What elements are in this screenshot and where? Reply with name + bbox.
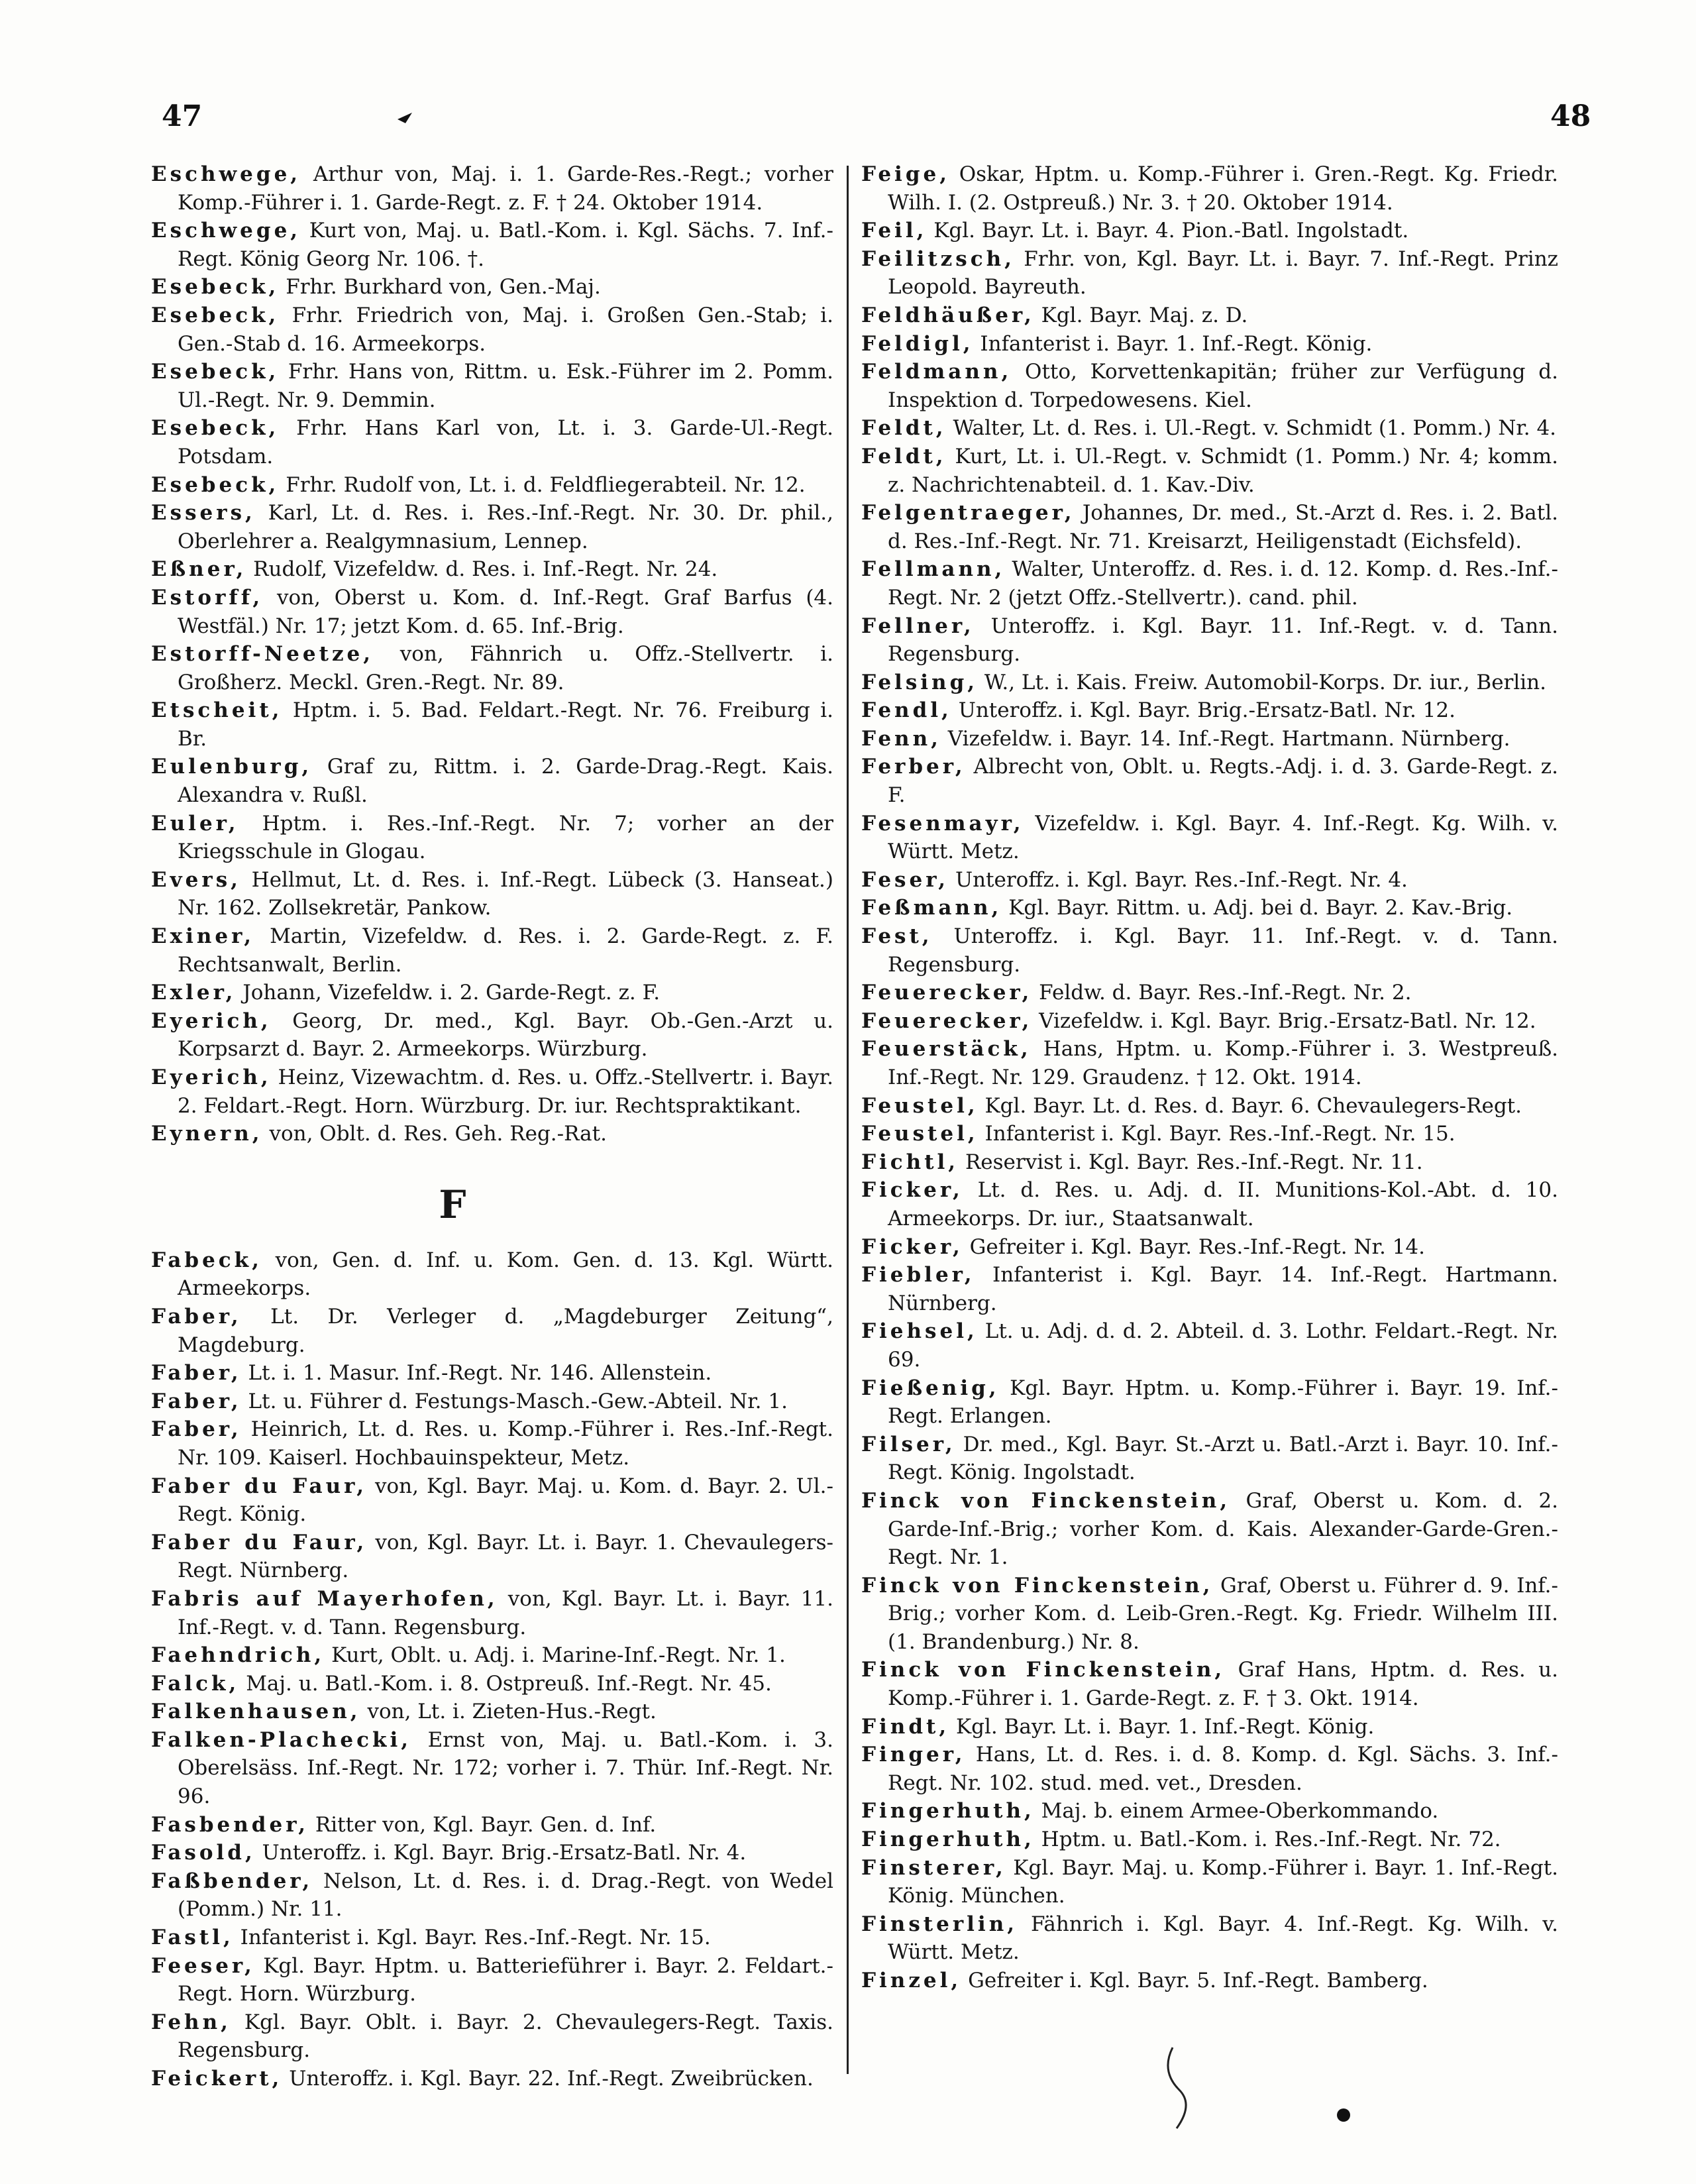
entry-details: Lt. d. Res. u. Adj. d. II. Munitions-Kol.-Abt. d. 10. Armeekorps. Dr. iur., Staatsanwalt.	[888, 1178, 1558, 1230]
entry-details: Hans, Lt. d. Res. i. d. 8. Komp. d. Kgl. Sächs. 3. Inf.-Regt. Nr. 102. stud. med. vet., Dresden.	[888, 1743, 1558, 1795]
entry-details: Infanterist i. Kgl. Bayr. Res.-Inf.-Regt. Nr. 15.	[240, 1926, 711, 1950]
entry-surname: Ferber,	[861, 755, 966, 779]
directory-entry	[861, 1374, 1558, 1431]
entry-details: von, Gen. d. Inf. u. Kom. Gen. d. 13. Kgl. Württ. Armeekorps.	[178, 1248, 834, 1301]
entry-surname: Feuerecker,	[861, 1009, 1033, 1033]
entry-details: Unteroffz. i. Kgl. Bayr. Brig.-Ersatz-Batl. Nr. 12.	[958, 698, 1456, 723]
directory-entry	[861, 160, 1558, 217]
entry-details: Kgl. Bayr. Hptm. u. Komp.-Führer i. Bayr. 19. Inf.-Regt. Erlangen.	[888, 1376, 1558, 1429]
entry-surname: Fabris auf Mayerhofen,	[151, 1586, 498, 1611]
directory-entry	[861, 1713, 1558, 1741]
directory-entry	[151, 358, 833, 414]
entry-surname: Fest,	[861, 924, 933, 949]
entry-surname: Fastl,	[151, 1926, 234, 1950]
entry-surname: Feuerstäck,	[861, 1037, 1032, 1062]
directory-entry	[861, 1572, 1558, 1657]
directory-entry	[151, 1698, 833, 1726]
entry-details: Unteroffz. i. Kgl. Bayr. 22. Inf.-Regt. Zweibrücken.	[289, 2067, 814, 2091]
pen-mark-top	[398, 113, 412, 123]
entry-surname: Felgentraeger,	[861, 501, 1075, 525]
entry-surname: Fabeck,	[151, 1248, 262, 1272]
directory-entry	[861, 810, 1558, 866]
entry-details: von, Fähnrich u. Offz.-Stellvertr. i. Großherz. Meckl. Gren.-Regt. Nr. 89.	[178, 642, 834, 694]
entry-surname: Fasbender,	[151, 1812, 309, 1837]
entry-details: Gefreiter i. Kgl. Bayr. 5. Inf.-Regt. Bamberg.	[968, 1969, 1428, 1993]
entry-details: Heinrich, Lt. d. Res. u. Komp.-Führer i. Res.-Inf.-Regt. Nr. 109. Kaiserl. Hochbauinspekteur, Metz.	[178, 1417, 833, 1470]
entry-details: Graf zu, Rittm. i. 2. Garde-Drag.-Regt. Kais. Alexandra v. Rußl.	[178, 755, 833, 808]
entry-surname: Feldhäußer,	[861, 303, 1035, 327]
entry-details: Johannes, Dr. med., St.-Arzt d. Res. i. 2. Batl. d. Res.-Inf.-Regt. Nr. 71. Kreisarzt, Heiligenstadt (Eichsfeld).	[888, 501, 1558, 553]
directory-entry	[151, 1007, 833, 1064]
directory-entry	[861, 217, 1558, 245]
directory-entry	[151, 1472, 833, 1529]
entry-details: Walter, Lt. d. Res. i. Ul.-Regt. v. Schmidt (1. Pomm.) Nr. 4.	[953, 416, 1557, 441]
entry-surname: Eyerich,	[151, 1009, 272, 1033]
directory-entry	[861, 1317, 1558, 1374]
entry-details: von, Kgl. Bayr. Lt. i. Bayr. 11. Inf.-Regt. v. d. Tann. Regensburg.	[178, 1586, 833, 1639]
directory-entry	[861, 1261, 1558, 1317]
entry-details: Kurt, Lt. i. Ul.-Regt. v. Schmidt (1. Pomm.) Nr. 4; komm. z. Nachrichtenabteil. d. 1. Kav.-Div.	[888, 444, 1558, 497]
left-column	[151, 160, 833, 2093]
directory-entry	[151, 1120, 833, 1148]
entry-details: Graf, Oberst u. Führer d. 9. Inf.-Brig.; vorher Kom. d. Leib-Gren.-Regt. Kg. Friedr. Wilhelm III. (1. Brandenburg.) Nr. 8.	[888, 1573, 1558, 1654]
entry-surname: Feilitzsch,	[861, 246, 1015, 271]
entry-details: Infanterist i. Bayr. 1. Inf.-Regt. König.	[980, 331, 1373, 356]
directory-entry	[151, 1952, 833, 2008]
entry-surname: Esebeck,	[151, 472, 280, 497]
entry-surname: Feßmann,	[861, 896, 1002, 920]
entry-surname: Finsterlin,	[861, 1912, 1018, 1936]
entry-details: Frhr. Hans Karl von, Lt. i. 3. Garde-Ul.-Regt. Potsdam.	[178, 416, 834, 468]
directory-entry	[151, 753, 833, 809]
directory-entry	[151, 414, 833, 470]
directory-entry	[151, 866, 833, 922]
directory-entry	[861, 499, 1558, 555]
entry-surname: Ficker,	[861, 1234, 963, 1259]
entry-surname: Feickert,	[151, 2067, 283, 2091]
entry-details: Gefreiter i. Kgl. Bayr. Res.-Inf.-Regt. Nr. 14.	[969, 1234, 1425, 1259]
directory-entry	[151, 1415, 833, 1472]
directory-entry	[151, 555, 833, 584]
entry-details: Feldw. d. Bayr. Res.-Inf.-Regt. Nr. 2.	[1039, 981, 1412, 1005]
entry-details: Unteroffz. i. Kgl. Bayr. 11. Inf.-Regt. v. d. Tann. Regensburg.	[888, 924, 1558, 977]
directory-entry	[151, 1839, 833, 1867]
entry-details: Infanterist i. Kgl. Bayr. Res.-Inf.-Regt. Nr. 15.	[984, 1122, 1456, 1146]
entry-details: Oskar, Hptm. u. Komp.-Führer i. Gren.-Regt. Kg. Friedr. Wilh. I. (2. Ostpreuß.) Nr. 3. † 20. Oktober 1914.	[888, 162, 1558, 215]
entry-surname: Fiebler,	[861, 1263, 975, 1287]
entry-details: Unteroffz. i. Kgl. Bayr. 11. Inf.-Regt. v. d. Tann. Regensburg.	[888, 614, 1558, 667]
entry-details: Lt. u. Adj. d. d. 2. Abteil. d. 3. Lothr. Feldart.-Regt. Nr. 69.	[888, 1319, 1558, 1372]
directory-entry	[151, 1585, 833, 1641]
entry-details: Karl, Lt. d. Res. i. Res.-Inf.-Regt. Nr. 30. Dr. phil., Oberlehrer a. Realgymnasium, Lennep.	[178, 501, 833, 553]
entry-surname: Faber du Faur,	[151, 1474, 367, 1498]
entry-details: Vizefeldw. i. Kgl. Bayr. 4. Inf.-Regt. Kg. Wilh. v. Württ. Metz.	[888, 811, 1558, 864]
left-entries-e	[151, 160, 833, 1148]
entry-surname: Estorff-Neetze,	[151, 642, 374, 667]
entry-surname: Fingerhuth,	[861, 1828, 1035, 1852]
pen-mark-handwritten	[1168, 2048, 1186, 2128]
entry-surname: Exler,	[151, 981, 237, 1005]
entry-surname: Eßner,	[151, 557, 247, 582]
entry-surname: Falkenhausen,	[151, 1700, 361, 1724]
entry-surname: Feldt,	[861, 444, 947, 468]
entry-details: Heinz, Vizewachtm. d. Res. u. Offz.-Stellvertr. i. Bayr. 2. Feldart.-Regt. Horn. Würzburg. Dr. iur. Rechtspraktikant.	[178, 1065, 833, 1118]
entry-surname: Faber du Faur,	[151, 1530, 368, 1555]
entry-surname: Esebeck,	[151, 303, 280, 327]
entry-details: Kgl. Bayr. Lt. i. Bayr. 4. Pion.-Batl. Ingolstadt.	[933, 219, 1409, 243]
entry-details: Georg, Dr. med., Kgl. Bayr. Ob.-Gen.-Arzt u. Korpsarzt d. Bayr. 2. Armeekorps. Würzburg.	[178, 1009, 834, 1062]
directory-entry	[861, 1233, 1558, 1262]
entry-surname: Eschwege,	[151, 219, 301, 243]
entry-details: Hptm. i. 5. Bad. Feldart.-Regt. Nr. 76. Freiburg i. Br.	[178, 698, 834, 751]
entry-surname: Fehn,	[151, 2010, 231, 2034]
entry-details: Maj. u. Batl.-Kom. i. 8. Ostpreuß. Inf.-Regt. Nr. 45.	[246, 1671, 772, 1696]
directory-entry	[861, 1967, 1558, 1995]
directory-entry	[151, 2008, 833, 2065]
directory-entry	[151, 1529, 833, 1585]
entry-surname: Filser,	[861, 1432, 956, 1456]
directory-entry	[861, 979, 1558, 1007]
directory-entry	[861, 414, 1558, 443]
directory-entry	[151, 2065, 833, 2093]
entry-surname: Feustel,	[861, 1093, 979, 1118]
directory-entry	[861, 753, 1558, 809]
directory-entry	[861, 1120, 1558, 1148]
entry-surname: Etscheit,	[151, 698, 283, 723]
entry-surname: Eulenburg,	[151, 755, 313, 779]
left-page-number: 47	[162, 99, 203, 133]
directory-entry	[861, 866, 1558, 895]
entry-details: von, Kgl. Bayr. Lt. i. Bayr. 1. Chevaulegers-Regt. Nürnberg.	[178, 1530, 833, 1583]
entry-details: Fähnrich i. Kgl. Bayr. 4. Inf.-Regt. Kg. Wilh. v. Württ. Metz.	[888, 1912, 1558, 1965]
entry-details: Dr. med., Kgl. Bayr. St.-Arzt u. Batl.-Arzt i. Bayr. 10. Inf.-Regt. König. Ingolstadt.	[888, 1432, 1558, 1485]
entry-surname: Esebeck,	[151, 416, 280, 441]
directory-entry	[861, 555, 1558, 612]
directory-entry	[151, 1811, 833, 1839]
entry-surname: Essers,	[151, 501, 256, 525]
directory-entry	[151, 301, 833, 358]
entry-surname: Feldmann,	[861, 360, 1012, 384]
entry-details: Maj. b. einem Armee-Oberkommando.	[1041, 1799, 1439, 1824]
directory-entry	[861, 301, 1558, 330]
entry-details: W., Lt. i. Kais. Freiw. Automobil-Korps. Dr. iur., Berlin.	[984, 670, 1547, 694]
directory-entry	[861, 245, 1558, 301]
directory-entry	[151, 1641, 833, 1670]
entry-surname: Finger,	[861, 1743, 966, 1767]
entry-details: Lt. i. 1. Masur. Inf.-Regt. Nr. 146. Allenstein.	[248, 1361, 712, 1386]
directory-entry	[151, 640, 833, 696]
entry-details: Nelson, Lt. d. Res. i. d. Drag.-Regt. von Wedel (Pomm.) Nr. 11.	[178, 1869, 833, 1922]
entry-surname: Findt,	[861, 1714, 950, 1739]
entry-details: Hans, Hptm. u. Komp.-Führer i. 3. Westpreuß. Inf.-Regt. Nr. 129. Graudenz. † 12. Okt. 1914.	[888, 1037, 1559, 1089]
directory-entry	[861, 1854, 1558, 1910]
left-entries-f	[151, 1246, 833, 2093]
entry-details: Kgl. Bayr. Hptm. u. Batterieführer i. Bayr. 2. Feldart.-Regt. Horn. Würzburg.	[178, 1953, 834, 2006]
entry-surname: Faber,	[151, 1389, 242, 1413]
entry-surname: Falken-Plachecki,	[151, 1727, 412, 1752]
entry-surname: Faber,	[151, 1417, 242, 1442]
entry-details: Ritter von, Kgl. Bayr. Gen. d. Inf.	[315, 1812, 657, 1837]
entry-surname: Esebeck,	[151, 275, 280, 300]
directory-entry	[151, 1246, 833, 1303]
entry-details: Lt. Dr. Verleger d. „Magdeburger Zeitung“, Magdeburg.	[178, 1304, 834, 1357]
entry-surname: Fellmann,	[861, 557, 1006, 582]
entry-surname: Faber,	[151, 1304, 242, 1329]
directory-entry	[151, 273, 833, 301]
entry-details: Vizefeldw. i. Bayr. 14. Inf.-Regt. Hartmann. Nürnberg.	[947, 726, 1510, 751]
directory-entry	[151, 979, 833, 1007]
directory-entry	[861, 1487, 1558, 1572]
directory-entry	[861, 1092, 1558, 1120]
directory-entry	[151, 1867, 833, 1924]
entry-surname: Fesenmayr,	[861, 811, 1024, 836]
entry-details: Otto, Korvettenkapitän; früher zur Verfügung d. Inspektion d. Torpedowesens. Kiel.	[888, 360, 1558, 412]
entry-surname: Fichtl,	[861, 1150, 959, 1174]
entry-surname: Eyerich,	[151, 1065, 272, 1089]
entry-details: Infanterist i. Kgl. Bayr. 14. Inf.-Regt. Hartmann. Nürnberg.	[888, 1263, 1559, 1315]
entry-details: von, Lt. i. Zieten-Hus.-Regt.	[367, 1700, 657, 1724]
entry-surname: Faber,	[151, 1361, 242, 1386]
directory-entry	[861, 1797, 1558, 1826]
entry-details: Johann, Vizefeldw. i. 2. Garde-Regt. z. F.	[242, 981, 661, 1005]
entry-surname: Euler,	[151, 811, 239, 836]
directory-entry	[861, 725, 1558, 753]
entry-surname: Esebeck,	[151, 360, 280, 384]
directory-entry	[861, 1910, 1558, 1967]
entry-surname: Feil,	[861, 219, 928, 243]
directory-entry	[861, 669, 1558, 697]
entry-surname: Fendl,	[861, 698, 952, 723]
section-letter-f: F	[439, 1181, 466, 1227]
entry-details: Rudolf, Vizefeldw. d. Res. i. Inf.-Regt. Nr. 24.	[253, 557, 718, 582]
entry-details: von, Kgl. Bayr. Maj. u. Kom. d. Bayr. 2. Ul.-Regt. König.	[178, 1474, 833, 1527]
entry-surname: Exiner,	[151, 924, 255, 949]
entry-surname: Feige,	[861, 162, 951, 186]
directory-entry	[151, 810, 833, 866]
directory-entry	[861, 612, 1558, 669]
directory-entry	[151, 1064, 833, 1120]
directory-entry	[151, 499, 833, 555]
entry-surname: Eschwege,	[151, 162, 301, 186]
entry-details: Reservist i. Kgl. Bayr. Res.-Inf.-Regt. Nr. 11.	[965, 1150, 1423, 1174]
entry-details: Vizefeldw. i. Kgl. Bayr. Brig.-Ersatz-Batl. Nr. 12.	[1039, 1009, 1536, 1033]
entry-surname: Eynern,	[151, 1122, 263, 1146]
directory-entry	[151, 1726, 833, 1811]
directory-entry	[861, 330, 1558, 358]
entry-details: Hellmut, Lt. d. Res. i. Inf.-Regt. Lübeck (3. Hanseat.) Nr. 162. Zollsekretär, Pankow.	[178, 867, 833, 920]
entry-details: Kgl. Bayr. Oblt. i. Bayr. 2. Chevaulegers-Regt. Taxis. Regensburg.	[178, 2010, 833, 2063]
entry-details: Frhr. Burkhard von, Gen.-Maj.	[286, 275, 601, 300]
entry-details: Kgl. Bayr. Maj. u. Komp.-Führer i. Bayr. 1. Inf.-Regt. König. München.	[888, 1855, 1559, 1908]
directory-entry	[861, 1656, 1558, 1712]
entry-details: Frhr. Hans von, Rittm. u. Esk.-Führer im 2. Pomm. Ul.-Regt. Nr. 9. Demmin.	[178, 360, 834, 412]
entry-surname: Feustel,	[861, 1122, 979, 1146]
ink-blot	[1337, 2108, 1350, 2122]
entry-details: Kgl. Bayr. Lt. i. Bayr. 1. Inf.-Regt. König.	[955, 1714, 1375, 1739]
directory-entry	[861, 922, 1558, 979]
directory-entry	[151, 160, 833, 217]
directory-entry	[861, 1035, 1558, 1091]
entry-surname: Faßbender,	[151, 1869, 313, 1893]
entry-details: Kgl. Bayr. Rittm. u. Adj. bei d. Bayr. 2. Kav.-Brig.	[1008, 896, 1513, 920]
right-column	[861, 160, 1558, 1995]
directory-entry	[861, 1826, 1558, 1854]
directory-entry	[861, 443, 1558, 499]
entry-details: Kurt, Oblt. u. Adj. i. Marine-Inf.-Regt. Nr. 1.	[331, 1643, 786, 1668]
entry-surname: Feuerecker,	[861, 981, 1033, 1005]
entry-surname: Falck,	[151, 1671, 240, 1696]
entry-surname: Feeser,	[151, 1953, 255, 1978]
entry-surname: Finsterer,	[861, 1855, 1006, 1880]
entry-surname: Feldt,	[861, 416, 947, 441]
entry-surname: Fenn,	[861, 726, 941, 751]
entry-details: Kgl. Bayr. Maj. z. D.	[1041, 303, 1248, 327]
entry-details: Hptm. i. Res.-Inf.-Regt. Nr. 7; vorher an der Kriegsschule in Glogau.	[178, 811, 833, 864]
entry-details: Martin, Vizefeldw. d. Res. i. 2. Garde-Regt. z. F. Rechtsanwalt, Berlin.	[178, 924, 833, 977]
entry-details: von, Oblt. d. Res. Geh. Reg.-Rat.	[269, 1122, 607, 1146]
directory-entry	[861, 1431, 1558, 1487]
entry-details: Walter, Unteroffz. d. Res. i. d. 12. Komp. d. Res.-Inf.-Regt. Nr. 2 (jetzt Offz.-Stellvertr.). cand. phil.	[888, 557, 1559, 610]
entry-details: Graf Hans, Hptm. d. Res. u. Komp.-Führer i. 1. Garde-Regt. z. F. † 3. Okt. 1914.	[888, 1658, 1558, 1711]
entry-details: Unteroffz. i. Kgl. Bayr. Res.-Inf.-Regt. Nr. 4.	[955, 867, 1408, 892]
directory-entry	[151, 1670, 833, 1698]
right-entries-f	[861, 160, 1558, 1995]
entry-surname: Fingerhuth,	[861, 1799, 1035, 1824]
entry-surname: Fiehsel,	[861, 1319, 978, 1344]
entry-details: Kgl. Bayr. Lt. d. Res. d. Bayr. 6. Chevaulegers-Regt.	[984, 1093, 1522, 1118]
entry-details: Albrecht von, Oblt. u. Regts.-Adj. i. d. 3. Garde-Regt. z. F.	[888, 755, 1558, 808]
entry-details: Lt. u. Führer d. Festungs-Masch.-Gew.-Abteil. Nr. 1.	[248, 1389, 788, 1413]
entry-surname: Finck von Finckenstein,	[861, 1488, 1231, 1513]
right-page-number: 48	[1550, 99, 1591, 133]
entry-surname: Feldigl,	[861, 331, 974, 356]
entry-surname: Finck von Finckenstein,	[861, 1573, 1214, 1598]
entry-details: von, Oberst u. Kom. d. Inf.-Regt. Graf Barfus (4. Westfäl.) Nr. 17; jetzt Kom. d. 65. Inf.-Brig.	[178, 585, 833, 638]
entry-details: Frhr. Friedrich von, Maj. i. Großen Gen.-Stab; i. Gen.-Stab d. 16. Armeekorps.	[178, 303, 833, 356]
entry-surname: Fasold,	[151, 1841, 256, 1865]
entry-surname: Finzel,	[861, 1969, 962, 1993]
directory-entry	[151, 471, 833, 500]
entry-surname: Estorff,	[151, 585, 264, 610]
entry-details: Graf, Oberst u. Kom. d. 2. Garde-Inf.-Brig.; vorher Kom. d. Kais. Alexander-Garde-Gren.-Regt. Nr. 1.	[888, 1488, 1558, 1570]
directory-entry	[151, 696, 833, 753]
entry-surname: Ficker,	[861, 1178, 963, 1203]
directory-entry	[861, 1176, 1558, 1232]
directory-entry	[151, 1303, 833, 1359]
directory-entry	[151, 1359, 833, 1388]
directory-entry	[861, 1741, 1558, 1797]
entry-details: Unteroffz. i. Kgl. Bayr. Brig.-Ersatz-Batl. Nr. 4.	[262, 1841, 747, 1865]
entry-details: Hptm. u. Batl.-Kom. i. Res.-Inf.-Regt. Nr. 72.	[1041, 1828, 1501, 1852]
column-divider	[847, 166, 849, 2074]
entry-details: Ernst von, Maj. u. Batl.-Kom. i. 3. Oberelsäss. Inf.-Regt. Nr. 172; vorher i. 7. Thür. Inf.-Regt. Nr. 96.	[178, 1727, 833, 1809]
directory-entry	[861, 894, 1558, 922]
directory-entry	[151, 1388, 833, 1416]
directory-entry	[151, 1924, 833, 1952]
directory-entry	[861, 696, 1558, 725]
entry-surname: Faehndrich,	[151, 1643, 325, 1668]
directory-entry	[861, 1148, 1558, 1177]
directory-entry	[151, 922, 833, 979]
entry-surname: Feser,	[861, 867, 949, 892]
entry-surname: Fellner,	[861, 614, 975, 638]
entry-details: Arthur von, Maj. i. 1. Garde-Res.-Regt.; vorher Komp.-Führer i. 1. Garde-Regt. z. F. † 24. Oktober 1914.	[178, 162, 834, 215]
entry-surname: Felsing,	[861, 670, 979, 694]
entry-surname: Fießenig,	[861, 1376, 1000, 1400]
entry-details: Kurt von, Maj. u. Batl.-Kom. i. Kgl. Sächs. 7. Inf.-Regt. König Georg Nr. 106. †.	[178, 219, 833, 271]
entry-details: Frhr. von, Kgl. Bayr. Lt. i. Bayr. 7. Inf.-Regt. Prinz Leopold. Bayreuth.	[888, 246, 1559, 300]
directory-entry	[151, 584, 833, 640]
entry-surname: Evers,	[151, 867, 241, 892]
directory-entry	[861, 358, 1558, 414]
directory-entry	[151, 217, 833, 273]
entry-details: Frhr. Rudolf von, Lt. i. d. Feldfliegerabteil. Nr. 12.	[286, 472, 806, 497]
entry-surname: Finck von Finckenstein,	[861, 1658, 1226, 1682]
directory-entry	[861, 1007, 1558, 1036]
